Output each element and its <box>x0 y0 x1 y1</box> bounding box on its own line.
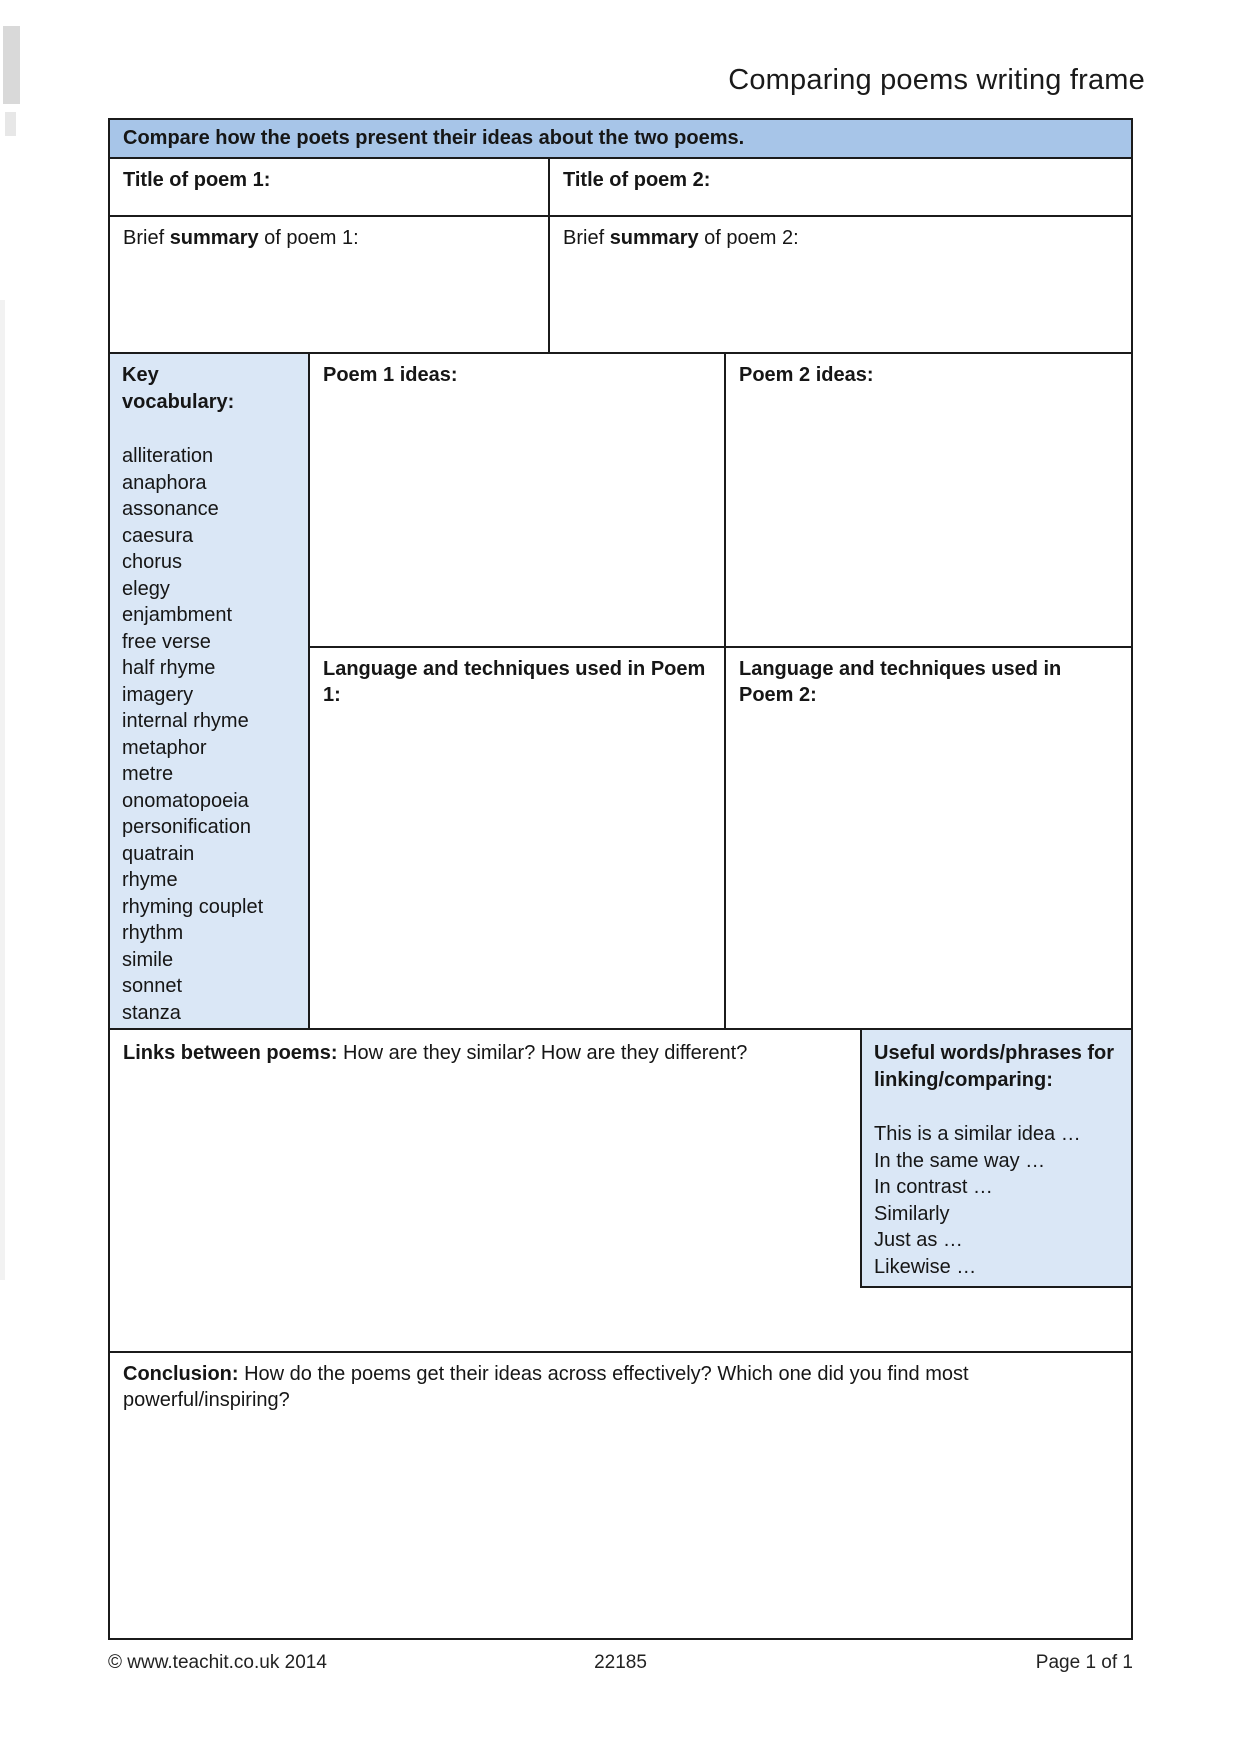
poem1-language-label: Language and techniques used in Poem 1: <box>323 658 706 707</box>
links-label: Links between poems: How are they similar? How are they different? <box>123 1042 748 1064</box>
vocabulary-item: free verse <box>122 630 211 653</box>
vocabulary-item: onomatopoeia <box>122 789 249 812</box>
middle-section <box>110 354 1131 1030</box>
poem1-title-cell <box>110 159 550 215</box>
vocabulary-item: internal rhyme <box>122 710 249 732</box>
vocabulary-item: elegy <box>122 577 170 600</box>
useful-words-column <box>860 1030 1131 1351</box>
poem2-summary-cell <box>550 217 1131 352</box>
poem1-language-cell <box>310 648 724 1028</box>
poem2-summary-label: Brief summary of poem 2: <box>563 227 799 249</box>
key-vocabulary-cell <box>110 354 310 1028</box>
poem2-title-cell <box>550 159 1131 215</box>
writing-frame-table <box>108 118 1133 1640</box>
useful-phrase: Likewise … <box>874 1255 977 1278</box>
useful-phrase: In the same way … <box>874 1149 1046 1172</box>
poem2-title-label: Title of poem 2: <box>563 169 711 191</box>
vocabulary-item: alliteration <box>122 445 214 467</box>
poem1-ideas-cell <box>310 354 724 648</box>
links-row <box>110 1030 1131 1353</box>
vocabulary-item: imagery <box>122 683 194 706</box>
instruction-text: Compare how the poets present their ideas about the two poems. <box>123 127 745 150</box>
vocabulary-item: enjambment <box>122 604 233 626</box>
conclusion-cell <box>110 1353 1131 1638</box>
vocabulary-item: metre <box>122 763 174 785</box>
vocabulary-item: rhyming couplet <box>122 895 264 918</box>
poem2-ideas-cell <box>726 354 1131 648</box>
scan-artifact <box>3 26 20 104</box>
poem-titles-row <box>110 159 1131 217</box>
useful-words-cell <box>860 1030 1131 1288</box>
footer-page-number: Page 1 of 1 <box>1035 1652 1133 1673</box>
useful-phrase: In contrast … <box>874 1176 993 1198</box>
instruction-bar <box>110 120 1131 159</box>
vocabulary-item: metaphor <box>122 736 207 759</box>
vocabulary-item: caesura <box>122 524 194 547</box>
vocabulary-item: rhythm <box>122 922 184 944</box>
poem2-ideas-label: Poem 2 ideas: <box>739 364 874 386</box>
useful-phrase: This is a similar idea … <box>874 1123 1081 1145</box>
vocabulary-item: stanza <box>122 1001 181 1024</box>
scan-artifact <box>0 300 5 1280</box>
scan-artifact <box>5 112 16 136</box>
page-footer <box>108 1652 1133 1674</box>
poem1-title-label: Title of poem 1: <box>123 169 271 191</box>
poem1-summary-label: Brief summary of poem 1: <box>123 227 359 249</box>
vocabulary-item: sonnet <box>122 975 183 997</box>
footer-resource-id: 22185 <box>594 1652 647 1673</box>
useful-phrase: Similarly <box>874 1202 950 1225</box>
key-vocabulary-heading: Key vocabulary: <box>122 364 235 413</box>
vocabulary-item: personification <box>122 816 251 838</box>
vocabulary-item: rhyme <box>122 869 178 891</box>
useful-words-heading: Useful words/phrases for linking/comparing: <box>874 1042 1115 1091</box>
poem2-language-cell <box>726 648 1131 1028</box>
footer-copyright: © www.teachit.co.uk 2014 <box>108 1652 327 1673</box>
page-title: Comparing poems writing frame <box>728 64 1145 96</box>
useful-phrase: Just as … <box>874 1229 963 1251</box>
summaries-row <box>110 217 1131 354</box>
vocabulary-item: assonance <box>122 498 219 520</box>
vocabulary-item: simile <box>122 948 174 971</box>
vocabulary-item: half rhyme <box>122 657 216 679</box>
useful-phrases-list <box>874 1121 1119 1280</box>
vocabulary-item: anaphora <box>122 471 207 494</box>
vocabulary-item: chorus <box>122 551 183 573</box>
poem1-column <box>310 354 726 1028</box>
poem2-column <box>726 354 1131 1028</box>
vocabulary-list <box>122 443 296 1026</box>
links-cell <box>110 1030 860 1351</box>
poem1-ideas-label: Poem 1 ideas: <box>323 364 458 386</box>
conclusion-label: Conclusion: How do the poems get their ideas across effectively? Which one did you find most powerful/inspiring? <box>123 1363 969 1412</box>
vocabulary-item: quatrain <box>122 842 195 865</box>
poem2-language-label: Language and techniques used in Poem 2: <box>739 658 1062 707</box>
poem1-summary-cell <box>110 217 550 352</box>
